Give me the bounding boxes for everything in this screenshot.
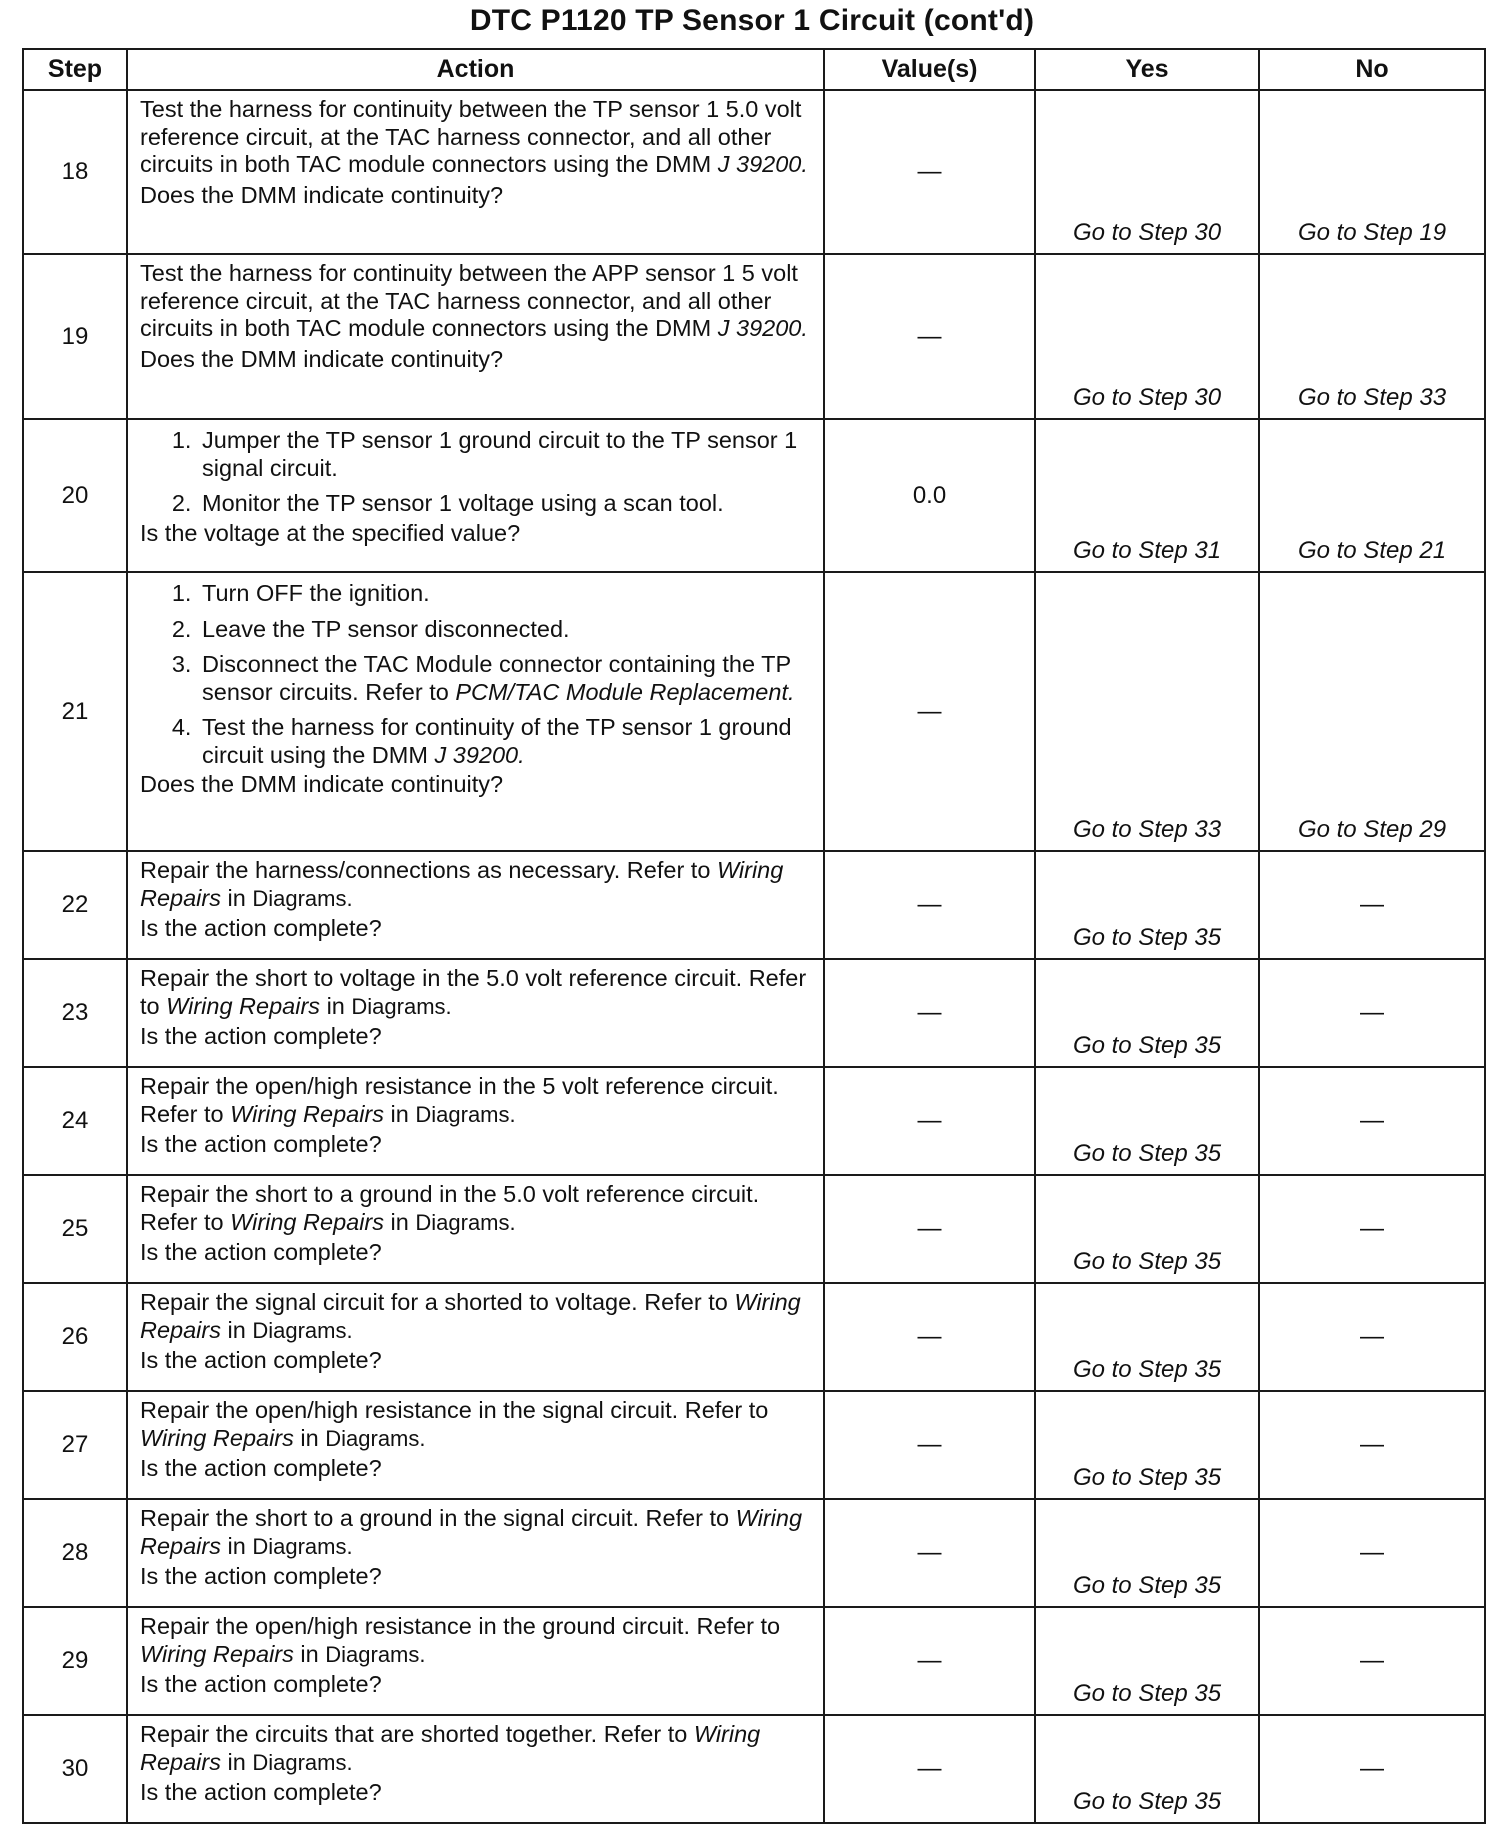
- header-values: Value(s): [824, 49, 1035, 90]
- no-cell: —: [1259, 1499, 1485, 1607]
- value-cell: —: [824, 1283, 1035, 1391]
- action-cell: [127, 1175, 824, 1283]
- yes-cell: Go to Step 35: [1035, 959, 1259, 1067]
- no-cell: Go to Step 33: [1259, 254, 1485, 419]
- action-steps-list: [140, 427, 813, 518]
- list-item: 4. Test the harness for continuity of the TP sensor 1 ground circuit using the DMM J 39200.: [198, 714, 813, 769]
- step-number: 21: [23, 572, 127, 851]
- action-text: Repair the signal circuit for a shorted to voltage. Refer to Wiring Repairs in Diagrams.: [140, 1289, 801, 1343]
- action-cell: [127, 254, 824, 419]
- step-number: 24: [23, 1067, 127, 1175]
- table-row: [23, 572, 1485, 851]
- yes-cell: Go to Step 30: [1035, 254, 1259, 419]
- action-cell: [127, 959, 824, 1067]
- step-number: 22: [23, 851, 127, 959]
- list-item: 1. Jumper the TP sensor 1 ground circuit to the TP sensor 1 signal circuit.: [198, 427, 813, 482]
- table-row: [23, 959, 1485, 1067]
- value-cell: 0.0: [824, 419, 1035, 572]
- yes-cell: Go to Step 35: [1035, 1067, 1259, 1175]
- value-cell: —: [824, 1175, 1035, 1283]
- action-question: Is the action complete?: [140, 915, 382, 941]
- yes-cell: Go to Step 30: [1035, 90, 1259, 254]
- table-row: [23, 419, 1485, 572]
- no-cell: —: [1259, 1067, 1485, 1175]
- action-question: Is the action complete?: [140, 1671, 382, 1697]
- action-text: Repair the short to a ground in the signal circuit. Refer to Wiring Repairs in Diagrams.: [140, 1505, 803, 1559]
- yes-cell: Go to Step 35: [1035, 851, 1259, 959]
- table-header-row: [23, 49, 1485, 90]
- action-cell: [127, 1067, 824, 1175]
- action-text: Test the harness for continuity between the APP sensor 1 5 volt reference circuit, at the TAC harness connector, and all other circuits in both TAC module connectors using the DMM J 39200.: [140, 260, 808, 341]
- value-cell: —: [824, 1067, 1035, 1175]
- value-cell: —: [824, 959, 1035, 1067]
- action-question: Does the DMM indicate continuity?: [140, 771, 504, 797]
- no-cell: Go to Step 19: [1259, 90, 1485, 254]
- value-cell: —: [824, 1391, 1035, 1499]
- yes-cell: Go to Step 35: [1035, 1607, 1259, 1715]
- no-cell: —: [1259, 1283, 1485, 1391]
- action-text: Repair the short to a ground in the 5.0 volt reference circuit. Refer to Wiring Repairs in Diagrams.: [140, 1181, 760, 1235]
- table-row: [23, 1175, 1485, 1283]
- action-cell: [127, 1607, 824, 1715]
- action-question: Is the action complete?: [140, 1239, 382, 1265]
- table-row: [23, 254, 1485, 419]
- no-cell: —: [1259, 1607, 1485, 1715]
- action-text: Repair the open/high resistance in the ground circuit. Refer to Wiring Repairs in Diagrams.: [140, 1613, 781, 1667]
- yes-cell: Go to Step 35: [1035, 1715, 1259, 1823]
- list-item: 2. Leave the TP sensor disconnected.: [198, 616, 813, 644]
- table-row: [23, 1283, 1485, 1391]
- table-row: [23, 1607, 1485, 1715]
- yes-cell: Go to Step 35: [1035, 1499, 1259, 1607]
- value-cell: —: [824, 1715, 1035, 1823]
- list-item: 2. Monitor the TP sensor 1 voltage using a scan tool.: [198, 490, 813, 518]
- table-row: [23, 851, 1485, 959]
- value-cell: —: [824, 254, 1035, 419]
- action-question: Is the action complete?: [140, 1455, 382, 1481]
- action-cell: [127, 1499, 824, 1607]
- no-cell: —: [1259, 851, 1485, 959]
- action-text: Repair the short to voltage in the 5.0 volt reference circuit. Refer to Wiring Repairs in Diagrams.: [140, 965, 807, 1019]
- action-cell: [127, 572, 824, 851]
- action-question: Is the action complete?: [140, 1023, 382, 1049]
- step-number: 27: [23, 1391, 127, 1499]
- action-question: Does the DMM indicate continuity?: [140, 345, 504, 372]
- action-cell: [127, 90, 824, 254]
- no-cell: —: [1259, 1391, 1485, 1499]
- action-text: Repair the open/high resistance in the signal circuit. Refer to Wiring Repairs in Diagrams.: [140, 1397, 769, 1451]
- yes-cell: Go to Step 35: [1035, 1391, 1259, 1499]
- action-steps-list: [140, 580, 813, 769]
- step-number: 29: [23, 1607, 127, 1715]
- table-row: [23, 1715, 1485, 1823]
- no-cell: —: [1259, 959, 1485, 1067]
- action-cell: [127, 1391, 824, 1499]
- value-cell: —: [824, 1607, 1035, 1715]
- action-question: Does the DMM indicate continuity?: [140, 181, 504, 208]
- action-question: Is the action complete?: [140, 1131, 382, 1157]
- step-number: 25: [23, 1175, 127, 1283]
- value-cell: —: [824, 90, 1035, 254]
- value-cell: —: [824, 572, 1035, 851]
- action-cell: [127, 1715, 824, 1823]
- list-item: 1. Turn OFF the ignition.: [198, 580, 813, 608]
- no-cell: —: [1259, 1715, 1485, 1823]
- yes-cell: Go to Step 33: [1035, 572, 1259, 851]
- step-number: 26: [23, 1283, 127, 1391]
- action-text: Repair the harness/connections as necessary. Refer to Wiring Repairs in Diagrams.: [140, 857, 784, 911]
- step-number: 20: [23, 419, 127, 572]
- action-question: Is the action complete?: [140, 1563, 382, 1589]
- step-number: 23: [23, 959, 127, 1067]
- table-row: [23, 1499, 1485, 1607]
- action-text: Test the harness for continuity between the TP sensor 1 5.0 volt reference circuit, at the TAC harness connector, and all other circuits in both TAC module connectors using the DMM J 39200.: [140, 96, 808, 177]
- table-row: [23, 1067, 1485, 1175]
- page-title: DTC P1120 TP Sensor 1 Circuit (cont'd): [469, 4, 1035, 37]
- action-question: Is the action complete?: [140, 1779, 382, 1805]
- value-cell: —: [824, 1499, 1035, 1607]
- step-number: 19: [23, 254, 127, 419]
- action-text: Repair the open/high resistance in the 5 volt reference circuit. Refer to Wiring Repairs in Diagrams.: [140, 1073, 779, 1127]
- no-cell: —: [1259, 1175, 1485, 1283]
- header-yes: Yes: [1035, 49, 1259, 90]
- header-step: Step: [23, 49, 127, 90]
- action-question: Is the action complete?: [140, 1347, 382, 1373]
- yes-cell: Go to Step 31: [1035, 419, 1259, 572]
- diagnostic-table: [22, 48, 1486, 1824]
- value-cell: —: [824, 851, 1035, 959]
- header-no: No: [1259, 49, 1485, 90]
- yes-cell: Go to Step 35: [1035, 1175, 1259, 1283]
- step-number: 18: [23, 90, 127, 254]
- action-cell: [127, 1283, 824, 1391]
- action-cell: [127, 851, 824, 959]
- action-question: Is the voltage at the specified value?: [140, 519, 521, 546]
- table-row: [23, 1391, 1485, 1499]
- table-row: [23, 90, 1485, 254]
- step-number: 30: [23, 1715, 127, 1823]
- header-action: Action: [127, 49, 824, 90]
- no-cell: Go to Step 21: [1259, 419, 1485, 572]
- step-number: 28: [23, 1499, 127, 1607]
- yes-cell: Go to Step 35: [1035, 1283, 1259, 1391]
- no-cell: Go to Step 29: [1259, 572, 1485, 851]
- action-cell: [127, 419, 824, 572]
- list-item: 3. Disconnect the TAC Module connector containing the TP sensor circuits. Refer to PCM/TAC Module Replacement.: [198, 651, 813, 706]
- action-text: Repair the circuits that are shorted together. Refer to Wiring Repairs in Diagrams.: [140, 1721, 761, 1775]
